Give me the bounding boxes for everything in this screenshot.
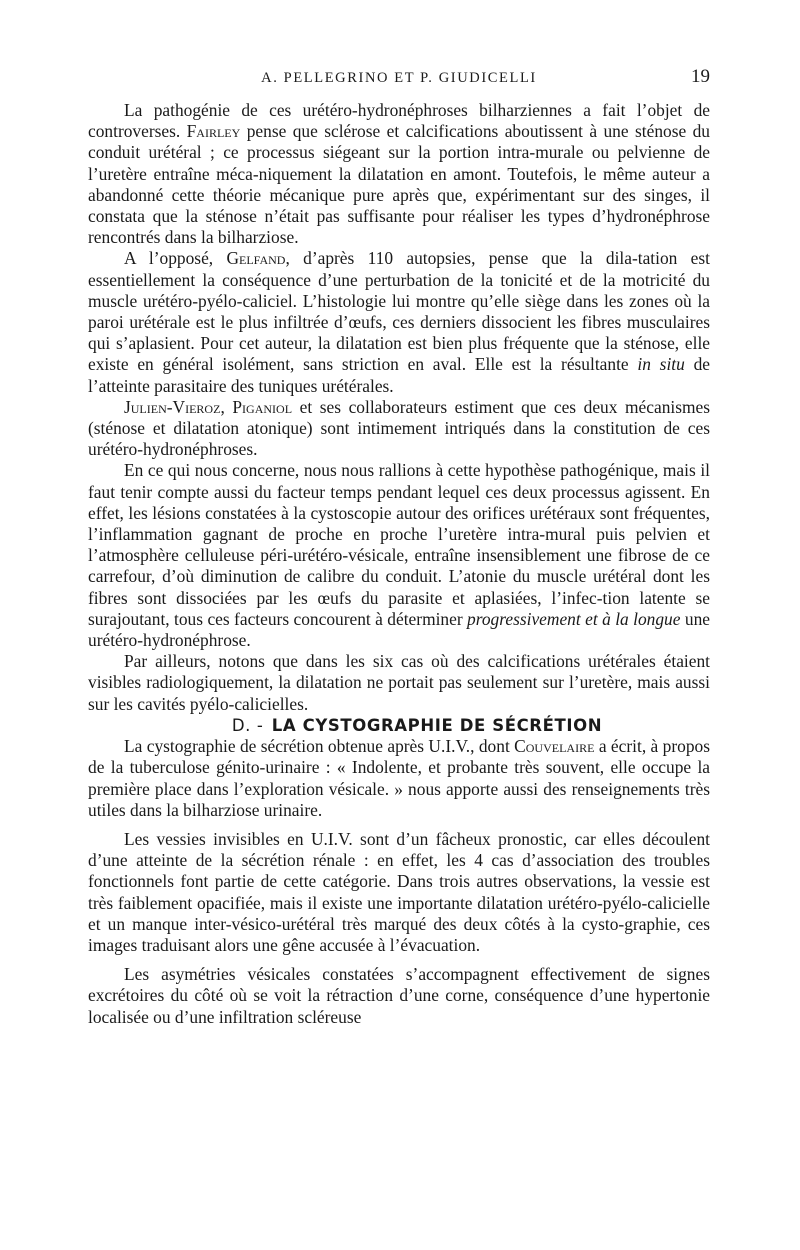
author-name: Gelfand [226, 248, 286, 269]
text-run: a écrit, à propos de la tuberculose génito-urinaire : « Indolente, et probante très souvent, elle occupe la première place dans l’exploration vésicale. » nous apporte aussi des renseignements très utiles dans la bilharziose urinaire. [88, 736, 710, 820]
paragraph-1 [88, 100, 710, 248]
author-name: Julien-Vieroz [124, 396, 221, 417]
section-letter: D. - [231, 715, 264, 735]
author-name: Fairley [186, 121, 241, 142]
text-run: La cystographie de sécrétion obtenue après U.I.V., dont [124, 736, 515, 757]
text-run: , d’après 110 autopsies, pense que la dila-tation est essentiellement la conséquence d’une perturbation de la tonicité et de la motricité du muscle urétéro-pyélo-caliciel. L’histologie lui montre qu’elle siège dans les zones où la paroi urétérale est le plus infiltrée d’œufs, ces derniers dissocient les fibres musculaires qui s’aplasient. Pour cet auteur, la dilatation est bien plus fréquente que la sténose, elle existe en général isolément, sans striction en aval. Elle est la résultante [88, 248, 710, 375]
text-run: A l’opposé, [124, 248, 227, 269]
paragraph-6 [88, 736, 710, 821]
author-name: Piganiol [232, 396, 293, 417]
running-title: A. PELLEGRINO ET P. GIUDICELLI [261, 70, 537, 86]
italic-phrase: in situ [637, 354, 685, 375]
author-name: Couvelaire [514, 736, 595, 757]
italic-phrase: progressivement et à la longue [467, 608, 681, 629]
text-run: pense que sclérose et calcifications aboutissent à une sténose du conduit urétéral ; ce processus siégeant sur la portion intra-murale ou pelvienne de l’uretère entraîne méca-niquement la dilatation en amont. Toutefois, le même auteur a abandonné cette théorie mécanique pure après que, expérimentant sur des singes, il constata que la sténose n’était pas suffisante pour réaliser les types d’hydronéphrose rencontrés dans la bilharziose. [88, 121, 710, 248]
paragraph-7 [88, 829, 710, 956]
paragraph-3 [88, 397, 710, 461]
text-run: En ce qui nous concerne, nous nous rallions à cette hypothèse pathogénique, mais il faut tenir compte aussi du facteur temps pendant lequel ces deux processus agissent. En effet, les lésions constatées à la cystoscopie autour des orifices urétéraux sont fréquentes, l’inflammation gagnant de proche en proche l’uretère intra-mural puis pelvien et l’atmosphère celluleuse péri-urétéro-vésicale, entraîne insensiblement une fibrose de ce carrefour, d’où diminution de calibre du conduit. L’atonie du muscle urétéral dont les fibres sont dissociées par les œufs du parasite et aplasiées, l’infec-tion latente se surajoutant, tous ces facteurs concourent à déterminer [88, 460, 710, 629]
paragraph-5 [88, 651, 710, 715]
text-run: et ses collaborateurs estiment que ces deux mécanismes (sténose et dilatation atonique) sont intimement intriqués dans la constitution de ces urétéro-hydronéphroses. [88, 396, 711, 460]
page-number: 19 [691, 66, 710, 87]
section-heading [88, 715, 710, 736]
text-run: Les asymétries vésicales constatées s’accompagnent effectivement de signes excrétoires du côté où se voit la rétraction d’une corne, conséquence d’une hypertonie localisée ou d’une infiltration scléreuse [88, 964, 710, 1027]
text-run: Par ailleurs, notons que dans les six cas où des calcifications urétérales étaient visibles radiologiquement, la dilatation ne portait pas seulement sur l’uretère, mais aussi sur les cavités pyélo-calicielles. [88, 651, 710, 714]
section-title: LA CYSTOGRAPHIE DE SÉCRÉTION [271, 715, 603, 735]
text-run: Les vessies invisibles en U.I.V. sont d’un fâcheux pronostic, car elles découlent d’une atteinte de la sécrétion rénale : en effet, les 4 cas d’association des troubles fonctionnels font partie de cette catégorie. Dans trois autres observations, la vessie est très faiblement opacifiée, mais il existe une importante dilatation urétéro-pyélo-calicielle et un manque inter-vésico-urétéral très marqué des deux côtés à la cysto-graphie, ces images traduisant alors une gêne accusée à l’évacuation. [88, 828, 710, 955]
text-run: La pathogénie de ces urétéro-hydronéphroses bilharziennes a fait l’objet de controverses. [88, 100, 710, 142]
text-run: , [220, 396, 233, 417]
paragraph-4 [88, 460, 710, 651]
text-run: une urétéro-hydronéphrose. [88, 608, 710, 651]
paragraph-2 [88, 248, 710, 396]
body-text [88, 100, 710, 1028]
running-header [88, 66, 710, 94]
text-run: de l’atteinte parasitaire des tuniques urétérales. [88, 354, 710, 396]
paragraph-8 [88, 964, 710, 1028]
